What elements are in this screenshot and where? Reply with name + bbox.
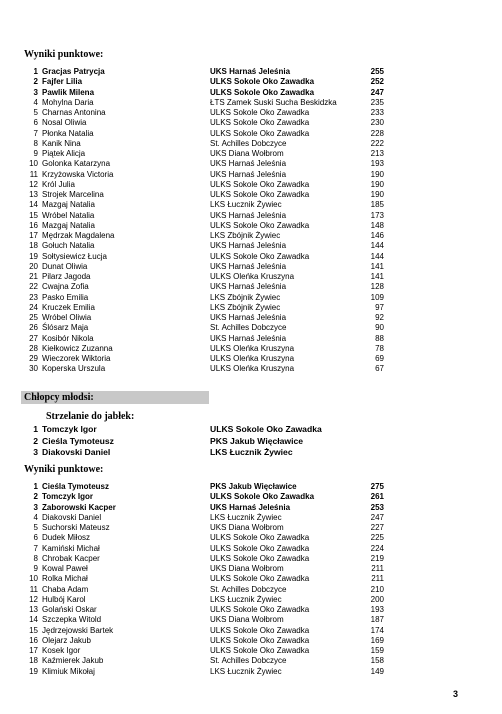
rank-cell: 19 — [29, 251, 38, 261]
rank-cell: 26 — [29, 323, 38, 333]
club-cell: PKS Jakub Więcławice — [210, 435, 304, 446]
rank-cell: 6 — [33, 118, 38, 128]
club-cell: ULKS Sokole Oko Zawadka — [210, 118, 310, 128]
name-cell: Mazgaj Natalia — [42, 220, 95, 230]
table-row — [0, 118, 502, 128]
points-cell: 213 — [370, 149, 384, 158]
club-cell: UKS Harnaś Jeleśnia — [210, 169, 287, 179]
rank-cell: 16 — [29, 635, 38, 645]
rank-cell: 8 — [33, 138, 38, 148]
club-cell: UKS Harnaś Jeleśnia — [210, 333, 287, 343]
table-row — [0, 159, 502, 169]
club-cell: ULKS Sokole Oko Zawadka — [210, 492, 315, 502]
rank-cell: 10 — [29, 159, 38, 169]
club-cell: LKS Zbójnik Żywiec — [210, 302, 281, 312]
table-row — [0, 424, 502, 436]
points-cell: 67 — [375, 364, 384, 374]
points-cell: 159 — [370, 646, 384, 655]
rank-cell: 15 — [29, 625, 38, 635]
rank-cell: 30 — [29, 364, 38, 374]
name-cell: Strojek Marcelina — [42, 190, 104, 199]
table-row — [0, 282, 502, 292]
club-cell: ULKS Sokole Oko Zawadka — [210, 190, 310, 199]
name-cell: Chrobak Kacper — [42, 553, 100, 563]
younger-boys-title: Chłopcy młodsi: — [24, 392, 94, 403]
name-cell: Diakovski Daniel — [42, 447, 111, 457]
name-cell: Król Julia — [42, 179, 75, 189]
club-cell: PKS Jakub Więcławice — [210, 482, 297, 491]
rank-cell: 12 — [29, 594, 38, 604]
name-cell: Tomczyk Igor — [42, 492, 93, 502]
rank-cell: 20 — [29, 261, 38, 271]
table-row — [0, 67, 502, 77]
points-cell: 247 — [370, 87, 384, 97]
club-cell: ULKS Oleńka Kruszyna — [210, 364, 295, 374]
club-cell: ULKS Sokole Oko Zawadka — [210, 533, 310, 543]
rank-cell: 3 — [33, 447, 38, 457]
table-row — [0, 98, 502, 108]
name-cell: Sołtysiewicz Łucja — [42, 251, 107, 261]
rank-cell: 2 — [33, 435, 38, 446]
name-cell: Wieczorek Wiktoria — [42, 354, 111, 363]
club-cell: St. Achilles Dobczyce — [210, 323, 287, 333]
club-cell: ULKS Sokole Oko Zawadka — [210, 87, 315, 97]
rank-cell: 11 — [29, 169, 38, 179]
rank-cell: 17 — [29, 231, 38, 240]
club-cell: UKS Diana Wołbrom — [210, 523, 284, 532]
table-row — [0, 636, 502, 646]
table-row — [0, 667, 502, 677]
table-row — [0, 615, 502, 625]
name-cell: Zaborowski Kacper — [42, 502, 116, 512]
table-row — [0, 211, 502, 221]
name-cell: Tomczyk Igor — [42, 424, 97, 434]
points-cell: 173 — [370, 210, 384, 220]
club-cell: St. Achilles Dobczyce — [210, 584, 287, 594]
girls-points-heading: Wyniki punktowe: — [24, 49, 104, 60]
points-cell: 169 — [370, 635, 384, 645]
name-cell: Pawlik Milena — [42, 87, 95, 97]
points-cell: 193 — [370, 159, 384, 169]
points-cell: 90 — [375, 323, 384, 333]
club-cell: LKS Łucznik Żywiec — [210, 512, 282, 522]
points-cell: 252 — [370, 77, 384, 87]
table-row — [0, 241, 502, 251]
club-cell: UKS Harnaś Jeleśnia — [210, 159, 287, 169]
rank-cell: 3 — [33, 87, 38, 97]
points-cell: 144 — [370, 241, 384, 251]
rank-cell: 25 — [29, 313, 38, 322]
points-cell: 92 — [375, 313, 384, 322]
rank-cell: 24 — [29, 302, 38, 312]
name-cell: Diakovski Daniel — [42, 512, 102, 522]
table-row — [0, 482, 502, 492]
name-cell: Kruczek Emilia — [42, 302, 95, 312]
name-cell: Kanik Nina — [42, 138, 81, 148]
table-row — [0, 447, 502, 459]
name-cell: Wróbel Natalia — [42, 210, 95, 220]
name-cell: Kiełkowicz Zuzanna — [42, 343, 113, 353]
club-cell: UKS Harnaś Jeleśnia — [210, 502, 291, 512]
name-cell: Fajfer Lilia — [42, 77, 83, 87]
club-cell: UKS Harnaś Jeleśnia — [210, 210, 287, 220]
club-cell: ULKS Sokole Oko Zawadka — [210, 625, 310, 635]
table-row — [0, 646, 502, 656]
rank-cell: 23 — [29, 292, 38, 302]
club-cell: ULKS Sokole Oko Zawadka — [210, 251, 310, 261]
name-cell: Płonka Natalia — [42, 128, 94, 138]
table-row — [0, 533, 502, 543]
rank-cell: 27 — [29, 333, 38, 343]
club-cell: ULKS Sokole Oko Zawadka — [210, 77, 315, 87]
rank-cell: 15 — [29, 210, 38, 220]
points-cell: 149 — [370, 666, 384, 676]
points-cell: 185 — [370, 200, 384, 210]
name-cell: Cwajna Zofia — [42, 282, 89, 292]
club-cell: LKS Zbójnik Żywiec — [210, 292, 281, 302]
points-cell: 224 — [370, 543, 384, 553]
club-cell: UKS Harnaś Jeleśnia — [210, 67, 291, 76]
table-row — [0, 585, 502, 595]
club-cell: UKS Diana Wołbrom — [210, 564, 284, 573]
name-cell: Jędrzejowski Bartek — [42, 625, 114, 635]
table-row — [0, 523, 502, 533]
table-row — [0, 503, 502, 513]
points-cell: 78 — [375, 343, 384, 353]
points-cell: 222 — [370, 138, 384, 148]
table-row — [0, 272, 502, 282]
points-cell: 146 — [370, 231, 384, 240]
rank-cell: 5 — [33, 523, 38, 532]
name-cell: Klimiuk Mikołaj — [42, 666, 95, 676]
club-cell: UKS Diana Wołbrom — [210, 149, 284, 158]
points-cell: 141 — [370, 261, 384, 271]
table-row — [0, 129, 502, 139]
table-row — [0, 190, 502, 200]
points-cell: 141 — [370, 272, 384, 281]
name-cell: Suchorski Mateusz — [42, 523, 110, 532]
points-cell: 128 — [370, 282, 384, 292]
points-cell: 88 — [375, 333, 384, 343]
points-cell: 190 — [370, 169, 384, 179]
rank-cell: 11 — [29, 584, 38, 594]
page-number: 3 — [452, 689, 458, 699]
club-cell: ŁTS Zamek Suski Sucha Beskidzka — [210, 97, 337, 107]
name-cell: Kamiński Michał — [42, 543, 100, 553]
apple-shooting-list — [0, 424, 502, 459]
table-row — [0, 595, 502, 605]
rank-cell: 8 — [33, 553, 38, 563]
table-row — [0, 231, 502, 241]
rank-cell: 22 — [29, 282, 38, 292]
club-cell: ULKS Oleńka Kruszyna — [210, 272, 295, 281]
table-row — [0, 262, 502, 272]
points-cell: 69 — [375, 354, 384, 363]
table-row — [0, 221, 502, 231]
table-row — [0, 139, 502, 149]
name-cell: Mędrzak Magdalena — [42, 231, 115, 240]
club-cell: UKS Harnaś Jeleśnia — [210, 261, 287, 271]
rank-cell: 19 — [29, 666, 38, 676]
points-cell: 228 — [370, 128, 384, 138]
name-cell: Wróbel Oliwia — [42, 313, 92, 322]
table-row — [0, 605, 502, 615]
table-row — [0, 303, 502, 313]
points-cell: 233 — [370, 108, 384, 117]
name-cell: Piątek Alicja — [42, 149, 86, 158]
table-row — [0, 564, 502, 574]
table-row — [0, 108, 502, 118]
name-cell: Hulbój Karol — [42, 594, 86, 604]
table-row — [0, 364, 502, 374]
club-cell: ULKS Sokole Oko Zawadka — [210, 635, 310, 645]
rank-cell: 29 — [29, 354, 38, 363]
table-row — [0, 200, 502, 210]
rank-cell: 9 — [33, 564, 38, 573]
points-cell: 230 — [370, 118, 384, 128]
club-cell: ULKS Sokole Oko Zawadka — [210, 179, 310, 189]
rank-cell: 10 — [29, 574, 38, 584]
name-cell: Kowal Paweł — [42, 564, 88, 573]
rank-cell: 1 — [33, 482, 38, 491]
points-cell: 275 — [370, 482, 384, 491]
name-cell: Krzyżowska Victoria — [42, 169, 114, 179]
table-row — [0, 656, 502, 666]
rank-cell: 7 — [33, 128, 38, 138]
rank-cell: 17 — [29, 646, 38, 655]
table-row — [0, 554, 502, 564]
rank-cell: 18 — [29, 656, 38, 666]
name-cell: Pasko Emilia — [42, 292, 89, 302]
name-cell: Mazgaj Natalia — [42, 200, 95, 210]
rank-cell: 18 — [29, 241, 38, 251]
name-cell: Golański Oskar — [42, 605, 97, 614]
name-cell: Rolka Michał — [42, 574, 88, 584]
rank-cell: 1 — [33, 67, 38, 76]
name-cell: Ślósarz Maja — [42, 323, 89, 333]
name-cell: Cieśla Tymoteusz — [42, 435, 114, 446]
apple-shooting-heading: Strzelanie do jabłek: — [46, 411, 135, 422]
club-cell: ULKS Sokole Oko Zawadka — [210, 424, 322, 434]
table-row — [0, 544, 502, 554]
table-row — [0, 313, 502, 323]
table-row — [0, 354, 502, 364]
girls-points-list — [0, 67, 502, 375]
rank-cell: 7 — [33, 543, 38, 553]
boys-points-heading: Wyniki punktowe: — [24, 464, 104, 475]
points-cell: 144 — [370, 251, 384, 261]
club-cell: UKS Harnaś Jeleśnia — [210, 241, 287, 251]
club-cell: ULKS Oleńka Kruszyna — [210, 343, 295, 353]
club-cell: ULKS Sokole Oko Zawadka — [210, 220, 310, 230]
table-row — [0, 77, 502, 87]
name-cell: Koperska Urszula — [42, 364, 106, 374]
name-cell: Pilarz Jagoda — [42, 272, 91, 281]
rank-cell: 12 — [29, 179, 38, 189]
club-cell: UKS Harnaś Jeleśnia — [210, 313, 287, 322]
rank-cell: 3 — [33, 502, 38, 512]
rank-cell: 2 — [33, 77, 38, 87]
rank-cell: 13 — [29, 605, 38, 614]
table-row — [0, 574, 502, 584]
points-cell: 225 — [370, 533, 384, 543]
name-cell: Gołuch Natalia — [42, 241, 95, 251]
table-row — [0, 180, 502, 190]
name-cell: Dudek Miłosz — [42, 533, 91, 543]
name-cell: Chaba Adam — [42, 584, 89, 594]
club-cell: ULKS Sokole Oko Zawadka — [210, 128, 310, 138]
rank-cell: 4 — [33, 512, 38, 522]
points-cell: 227 — [370, 523, 384, 532]
club-cell: LKS Łucznik Żywiec — [210, 594, 282, 604]
table-row — [0, 436, 502, 448]
points-cell: 200 — [370, 594, 384, 604]
table-row — [0, 513, 502, 523]
club-cell: UKS Harnaś Jeleśnia — [210, 282, 287, 292]
points-cell: 109 — [370, 292, 384, 302]
club-cell: LKS Łucznik Żywiec — [210, 666, 282, 676]
name-cell: Kosek Igor — [42, 646, 81, 655]
club-cell: ULKS Sokole Oko Zawadka — [210, 646, 310, 655]
club-cell: ULKS Sokole Oko Zawadka — [210, 553, 310, 563]
points-cell: 211 — [371, 574, 384, 584]
rank-cell: 16 — [29, 220, 38, 230]
name-cell: Charnas Antonina — [42, 108, 106, 117]
points-cell: 253 — [370, 502, 384, 512]
rank-cell: 5 — [33, 108, 38, 117]
rank-cell: 6 — [33, 533, 38, 543]
club-cell: ULKS Oleńka Kruszyna — [210, 354, 295, 363]
table-row — [0, 344, 502, 354]
points-cell: 190 — [370, 190, 384, 199]
name-cell: Mohylna Daria — [42, 97, 94, 107]
table-row — [0, 149, 502, 159]
table-row — [0, 334, 502, 344]
table-row — [0, 293, 502, 303]
table-row — [0, 170, 502, 180]
club-cell: LKS Zbójnik Żywiec — [210, 231, 281, 240]
club-cell: ULKS Sokole Oko Zawadka — [210, 543, 310, 553]
rank-cell: 28 — [29, 343, 38, 353]
club-cell: St. Achilles Dobczyce — [210, 656, 287, 666]
table-row — [0, 252, 502, 262]
name-cell: Cieśla Tymoteusz — [42, 482, 109, 491]
name-cell: Kaźmierek Jakub — [42, 656, 104, 666]
club-cell: LKS Łucznik Żywiec — [210, 200, 282, 210]
points-cell: 193 — [370, 605, 384, 614]
points-cell: 97 — [375, 302, 384, 312]
name-cell: Kosibór Nikola — [42, 333, 94, 343]
points-cell: 190 — [370, 179, 384, 189]
table-row — [0, 88, 502, 98]
name-cell: Szczepka Witold — [42, 615, 102, 625]
points-cell: 247 — [370, 512, 384, 522]
rank-cell: 4 — [33, 97, 38, 107]
table-row — [0, 323, 502, 333]
club-cell: UKS Diana Wołbrom — [210, 615, 284, 625]
name-cell: Dunat Oliwia — [42, 261, 88, 271]
boys-points-list — [0, 482, 502, 677]
rank-cell: 14 — [29, 615, 38, 625]
name-cell: Golonka Katarzyna — [42, 159, 111, 169]
name-cell: Olejarz Jakub — [42, 635, 91, 645]
club-cell: St. Achilles Dobczyce — [210, 138, 287, 148]
points-cell: 187 — [370, 615, 384, 625]
points-cell: 235 — [370, 97, 384, 107]
points-cell: 158 — [370, 656, 384, 666]
club-cell: ULKS Sokole Oko Zawadka — [210, 605, 310, 614]
rank-cell: 9 — [33, 149, 38, 158]
rank-cell: 1 — [33, 424, 38, 434]
club-cell: LKS Łucznik Żywiec — [210, 447, 293, 457]
name-cell: Nosal Oliwia — [42, 118, 87, 128]
table-row — [0, 492, 502, 502]
rank-cell: 13 — [29, 190, 38, 199]
points-cell: 148 — [370, 220, 384, 230]
rank-cell: 2 — [33, 492, 38, 502]
table-row — [0, 626, 502, 636]
club-cell: ULKS Sokole Oko Zawadka — [210, 574, 310, 584]
name-cell: Gracjas Patrycja — [42, 67, 105, 76]
rank-cell: 14 — [29, 200, 38, 210]
points-cell: 174 — [370, 625, 384, 635]
points-cell: 219 — [370, 553, 384, 563]
points-cell: 255 — [370, 67, 384, 76]
points-cell: 211 — [371, 564, 384, 573]
points-cell: 261 — [370, 492, 384, 502]
points-cell: 210 — [370, 584, 384, 594]
club-cell: ULKS Sokole Oko Zawadka — [210, 108, 310, 117]
rank-cell: 21 — [29, 272, 38, 281]
